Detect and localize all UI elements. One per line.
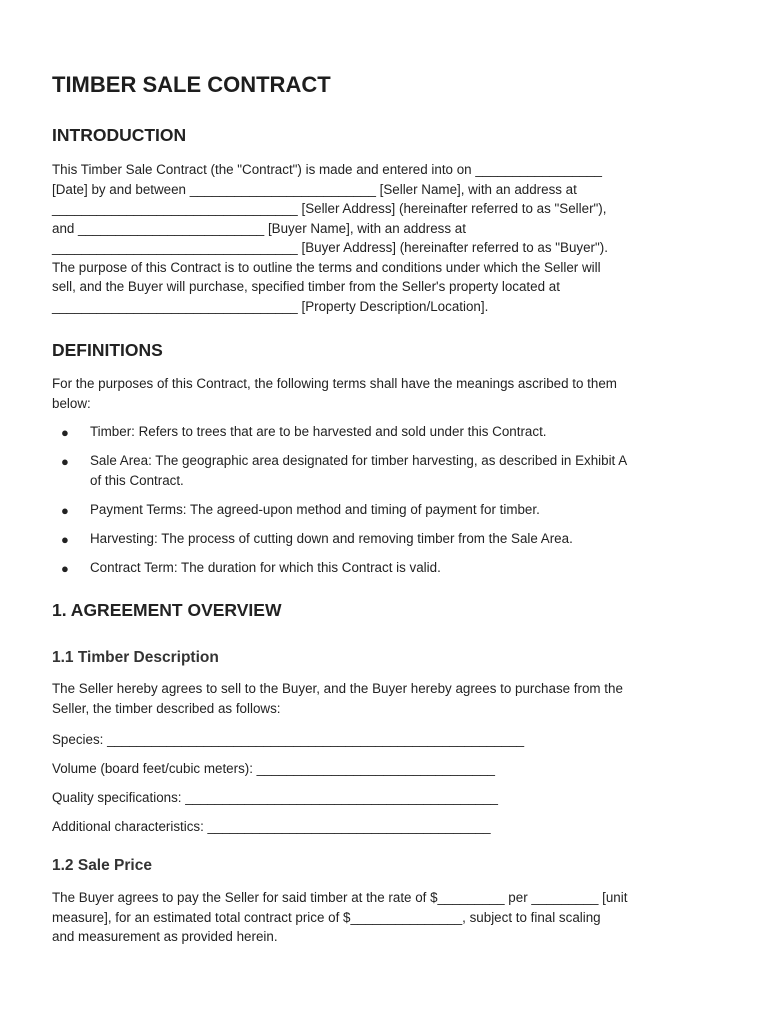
- timber-description-heading: 1.1 Timber Description: [52, 649, 219, 666]
- bullet-icon: ●: [61, 531, 69, 547]
- text-line: Harvesting: The process of cutting down and removing timber from the Sale Area.: [90, 530, 573, 546]
- list-item: [52, 529, 730, 549]
- text-line: below:: [52, 395, 91, 411]
- definitions-paragraph: [52, 374, 730, 413]
- volume-field: Volume (board feet/cubic meters): ________________________________: [52, 761, 495, 776]
- list-item: [52, 500, 730, 520]
- text-line: [Date] by and between _________________________ [Seller Name], with an address at: [52, 181, 577, 197]
- document-title: TIMBER SALE CONTRACT: [52, 72, 331, 97]
- text-line: Contract Term: The duration for which this Contract is valid.: [90, 559, 441, 575]
- list-item: [52, 422, 730, 442]
- species-field: Species: ________________________________________________________: [52, 732, 525, 747]
- text-line: Timber: Refers to trees that are to be harvested and sold under this Contract.: [90, 424, 547, 439]
- text-line: Seller, the timber described as follows:: [52, 700, 281, 716]
- text-line: For the purposes of this Contract, the following terms shall have the meanings ascribed to them: [52, 376, 617, 391]
- definitions-heading: DEFINITIONS: [52, 340, 163, 360]
- definitions-list: [52, 422, 730, 587]
- bullet-icon: ●: [61, 560, 69, 576]
- text-line: Payment Terms: The agreed-upon method and timing of payment for timber.: [90, 501, 540, 517]
- text-line: This Timber Sale Contract (the "Contract") is made and entered into on _________________: [52, 162, 602, 177]
- text-line: The Buyer agrees to pay the Seller for said timber at the rate of $_________ per _________ [unit: [52, 890, 628, 905]
- text-line: measure], for an estimated total contract price of $_______________, subject to final scaling: [52, 909, 601, 925]
- timber-description-paragraph: [52, 679, 730, 718]
- characteristics-field: Additional characteristics: ______________________________________: [52, 819, 491, 834]
- sale-price-paragraph: [52, 888, 730, 947]
- text-line: and measurement as provided herein.: [52, 929, 278, 944]
- text-line: The Seller hereby agrees to sell to the Buyer, and the Buyer hereby agrees to purchase from the: [52, 681, 623, 696]
- bullet-icon: ●: [61, 502, 69, 518]
- text-line: _________________________________ [Seller Address] (hereinafter referred to as "Seller"),: [52, 201, 607, 216]
- text-line: _________________________________ [Buyer Address] (hereinafter referred to as "Buyer").: [52, 240, 608, 255]
- text-line: The purpose of this Contract is to outline the terms and conditions under which the Seller will: [52, 259, 601, 275]
- agreement-overview-heading: 1. AGREEMENT OVERVIEW: [52, 600, 282, 620]
- text-line: Sale Area: The geographic area designated for timber harvesting, as described in Exhibit A: [90, 453, 628, 468]
- text-line: and _________________________ [Buyer Name], with an address at: [52, 220, 466, 236]
- text-line: sell, and the Buyer will purchase, specified timber from the Seller's property located at: [52, 279, 560, 294]
- text-line: of this Contract.: [90, 472, 184, 488]
- bullet-icon: ●: [61, 454, 69, 469]
- list-item: [52, 451, 730, 490]
- sale-price-heading: 1.2 Sale Price: [52, 857, 152, 874]
- text-line: _________________________________ [Property Description/Location].: [52, 298, 489, 314]
- quality-field: Quality specifications: __________________________________________: [52, 790, 499, 805]
- timber-fields: [52, 730, 730, 846]
- introduction-heading: INTRODUCTION: [52, 125, 187, 145]
- bullet-icon: ●: [61, 425, 69, 440]
- list-item: [52, 558, 730, 578]
- introduction-paragraph: [52, 160, 730, 316]
